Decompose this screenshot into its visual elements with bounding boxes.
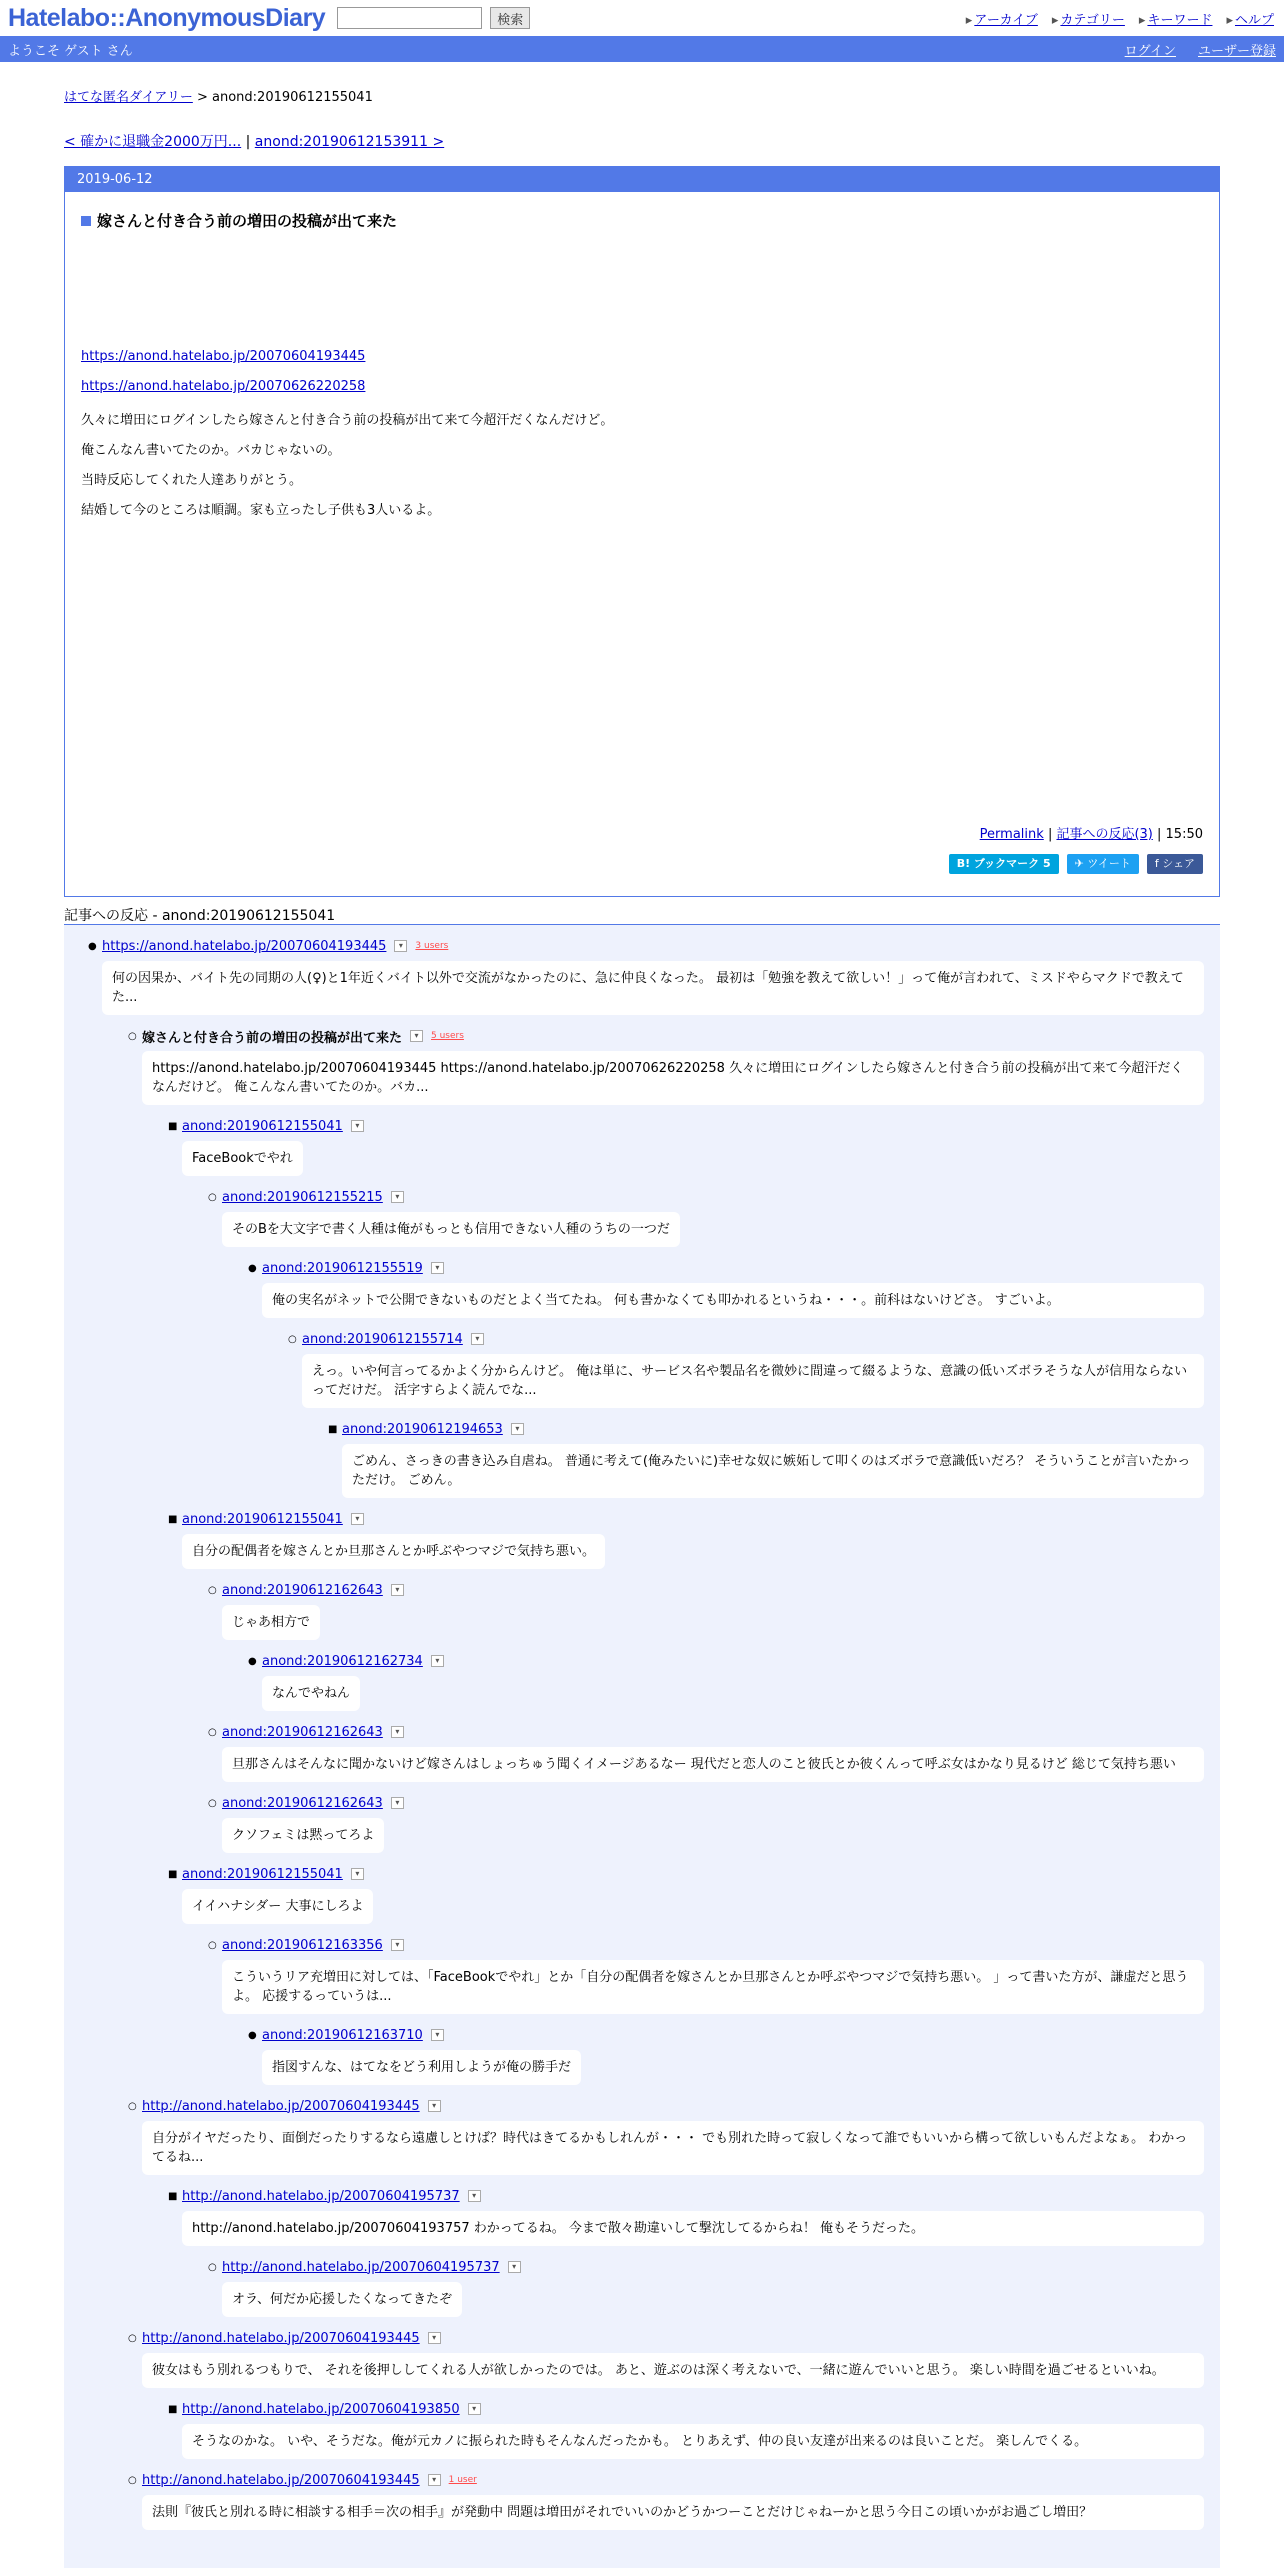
entry-footer (980, 823, 1203, 842)
reaction-header (168, 2185, 1204, 2207)
bookmark-users-count[interactable]: 1 user (448, 2475, 477, 2485)
reaction-header (248, 2024, 1204, 2046)
reaction-title-link[interactable]: http://anond.hatelabo.jp/20070604193445 (142, 2098, 420, 2114)
breadcrumb-current: anond:20190612155041 (212, 90, 373, 105)
reaction-header (168, 1508, 1204, 1530)
reaction-item (128, 2327, 1204, 2388)
bullet-icon: ○ (128, 1030, 137, 1042)
reaction-body: クソフェミは黙ってろよ (222, 1818, 384, 1853)
reaction-body: 何の因果か、バイト先の同期の人(♀)と1年近くバイト以外で交流がなかったのに、急に仲良くなった。 最初は「勉強を教えて欲しい！」って俺が言われて、ミスドやらマクドで教えてた... (102, 961, 1204, 1015)
bullet-icon: ● (248, 1655, 257, 1667)
reaction-header (208, 1579, 1204, 1601)
bullet-icon: ■ (168, 1868, 178, 1880)
bookmark-button[interactable] (949, 854, 1059, 874)
nav-archive-link[interactable]: ▸ アーカイブ (966, 9, 1038, 28)
reaction-header (208, 1934, 1204, 1956)
prev-entry-link[interactable]: < 確かに退職金2000万円... (64, 134, 242, 150)
reaction-header (248, 1257, 1204, 1279)
reaction-item (248, 2024, 1204, 2095)
reaction-title-link[interactable]: http://anond.hatelabo.jp/20070604195737 (182, 2188, 460, 2204)
dropdown-toggle-icon[interactable]: ▾ (391, 1191, 404, 1203)
reaction-title-link[interactable]: anond:20190612155041 (182, 1511, 343, 1527)
bullet-icon: ○ (208, 1584, 217, 1596)
reaction-body: 指図すんな、はてなをどう利用しようが俺の勝手だ (262, 2050, 581, 2085)
account-links (1125, 40, 1276, 59)
dropdown-toggle-icon[interactable]: ▾ (431, 1655, 444, 1667)
twitter-bird-icon: ✈︎ (1074, 857, 1084, 870)
bullet-icon: ○ (128, 2332, 137, 2344)
reaction-item (328, 1418, 1204, 1498)
reaction-header (128, 2095, 1204, 2117)
breadcrumb-separator: > (192, 90, 213, 105)
bullet-icon: ○ (208, 1797, 217, 1809)
reaction-body: なんでやねん (262, 1676, 360, 1711)
footer-separator: | (1157, 827, 1166, 842)
bullet-icon: ■ (168, 1120, 178, 1132)
reactions-link[interactable]: 記事への反応(3) (1056, 827, 1153, 842)
reaction-item (208, 1186, 1204, 1257)
reaction-header (128, 1025, 1204, 1047)
share-label: シェア (1162, 857, 1195, 870)
reaction-body: FaceBookでやれ (182, 1141, 303, 1176)
entry-title-text: 嫁さんと付き合う前の増田の投稿が出て来た (97, 212, 398, 230)
entry-line: 当時反応してくれた人達ありがとう。 (81, 473, 303, 488)
bullet-icon: ● (88, 940, 97, 952)
dropdown-toggle-icon[interactable]: ▾ (391, 1939, 404, 1951)
reaction-item (88, 935, 1204, 1015)
dropdown-toggle-icon[interactable]: ▾ (511, 1423, 524, 1435)
reaction-item (168, 1863, 1204, 1934)
reaction-title-link[interactable]: anond:20190612163356 (222, 1937, 383, 1953)
reaction-item (288, 1328, 1204, 1408)
reaction-title-link[interactable]: http://anond.hatelabo.jp/20070604193445 (142, 2330, 420, 2346)
tweet-button[interactable] (1067, 854, 1139, 874)
tweet-label: ツイート (1087, 857, 1131, 870)
reaction-title-link[interactable]: 嫁さんと付き合う前の増田の投稿が出て来た (142, 1030, 403, 1046)
reaction-header (128, 2469, 1204, 2491)
reaction-header (328, 1418, 1204, 1440)
reactions-tree (64, 925, 1220, 2568)
facebook-icon: f (1154, 857, 1159, 870)
reaction-header (88, 935, 1204, 957)
bookmark-users-count[interactable]: 5 users (431, 1031, 464, 1041)
prev-next-separator: | (241, 134, 255, 150)
prev-next-nav (64, 131, 1220, 151)
reaction-body: じゃあ相方で (222, 1605, 320, 1640)
reaction-header (168, 2398, 1204, 2420)
reaction-body: 法則『彼氏と別れる時に相談する相手＝次の相手』が発動中 問題は増田がそれでいいのかどうかつーことだけじゃねーかと思う今日この頃いかがお過ごし増田？ (142, 2495, 1204, 2530)
reaction-body: そうなのかな。 いや、そうだな。俺が元カノに振られた時もそんなんだったかも。 とりあえず、仲の良い友達が出来るのは良いことだ。 楽しんでくる。 (182, 2424, 1204, 2459)
reaction-item (248, 1650, 1204, 1721)
bullet-icon: ○ (208, 1191, 217, 1203)
dropdown-toggle-icon[interactable]: ▾ (471, 1333, 484, 1345)
reaction-body: こういうリア充増田に対しては、「FaceBookでやれ」とか「自分の配偶者を嫁さんとか旦那さんとか呼ぶやつマジで気持ち悪い。 」って書いた方が、謙虚だと思うよ。 応援するっていうは... (222, 1960, 1204, 2014)
register-link[interactable]: ユーザー登録 (1197, 43, 1276, 59)
reaction-title-link[interactable]: anond:20190612162643 (222, 1582, 383, 1598)
dropdown-toggle-icon[interactable]: ▾ (394, 940, 407, 952)
bullet-icon: ● (248, 2029, 257, 2041)
entry (64, 166, 1220, 897)
reaction-header (208, 1721, 1204, 1743)
reaction-body: 自分の配偶者を嫁さんとか旦那さんとか呼ぶやつマジで気持ち悪い。 (182, 1534, 605, 1569)
login-link[interactable]: ログイン (1124, 43, 1176, 59)
welcome-text: ようこそ ゲスト さん (8, 43, 133, 59)
reaction-header (168, 1115, 1204, 1137)
reaction-body: 旦那さんはそんなに聞かないけど嫁さんはしょっちゅう聞くイメージあるなー 現代だと恋人のこと彼氏とか彼くんって呼ぶ女はかなり見るけど 総じて気持ち悪い (222, 1747, 1204, 1782)
reaction-title-link[interactable]: anond:20190612155714 (302, 1331, 463, 1347)
reaction-item (168, 2185, 1204, 2246)
reaction-body: https://anond.hatelabo.jp/20070604193445 https://anond.hatelabo.jp/20070626220258 久々に増田にログインしたら嫁さんと付き合う前の投稿が出て来て今超汗だくなんだけど。 俺こんなん書いてたのか。バカ... (142, 1051, 1204, 1105)
nav-help-link[interactable]: ▸ ヘルプ (1226, 9, 1274, 28)
entry-line: 結婚して今のところは順調。家も立ったし子供も3人いるよ。 (81, 503, 441, 518)
reaction-item (208, 1792, 1204, 1863)
reaction-title-link[interactable]: http://anond.hatelabo.jp/20070604193850 (182, 2401, 460, 2417)
entry-time: 15:50 (1165, 827, 1203, 842)
bullet-icon: ● (248, 1262, 257, 1274)
bullet-icon: ○ (288, 1333, 297, 1345)
permalink-link[interactable]: Permalink (979, 827, 1044, 842)
reaction-header (208, 1792, 1204, 1814)
reaction-title-link[interactable]: http://anond.hatelabo.jp/20070604195737 (222, 2259, 500, 2275)
reaction-item (208, 1721, 1204, 1782)
dropdown-toggle-icon[interactable]: ▾ (431, 1262, 444, 1274)
welcome-bar (0, 36, 1284, 62)
reaction-item (208, 2256, 1204, 2327)
dropdown-toggle-icon[interactable]: ▾ (410, 1030, 423, 1042)
dropdown-toggle-icon[interactable]: ▾ (431, 2029, 444, 2041)
entry-link[interactable]: https://anond.hatelabo.jp/20070604193445 (81, 349, 366, 364)
search-input[interactable] (337, 7, 482, 29)
dropdown-toggle-icon[interactable]: ▾ (468, 2190, 481, 2202)
reaction-title-link[interactable]: anond:20190612155041 (182, 1118, 343, 1134)
reaction-body: http://anond.hatelabo.jp/20070604193757 わかってるね。 今まで散々勘違いして撃沈してるからね！ 俺もそうだった。 (182, 2211, 1204, 2246)
logo[interactable]: Hatelabo::AnonymousDiary (8, 3, 326, 32)
reaction-body: そのBを大文字で書く人種は俺がもっとも信用できない人種のうちの一つだ (222, 1212, 680, 1247)
nav-keyword-link[interactable]: ▸ キーワード (1139, 9, 1213, 28)
reaction-header (248, 1650, 1204, 1672)
reaction-title-link[interactable]: anond:20190612163710 (262, 2027, 423, 2043)
reaction-item (208, 1579, 1204, 1650)
reaction-title-link[interactable]: https://anond.hatelabo.jp/20070604193445 (102, 938, 387, 954)
reaction-item (248, 1257, 1204, 1318)
reaction-item (168, 2398, 1204, 2459)
dropdown-toggle-icon[interactable]: ▾ (391, 1584, 404, 1596)
reaction-title-link[interactable]: anond:20190612162643 (222, 1724, 383, 1740)
share-buttons (949, 854, 1203, 874)
reaction-title-link[interactable]: anond:20190612162734 (262, 1653, 423, 1669)
bookmark-users-count[interactable]: 3 users (415, 941, 449, 951)
entry-date: 2019-06-12 (65, 167, 1219, 192)
reaction-body: ごめん、さっきの書き込み自虐ね。 普通に考えて(俺みたいに)幸せな奴に嫉妬して叩くのはズボラで意識低いだろ？ そういうことが言いたかっただけ。 ごめん。 (342, 1444, 1204, 1498)
reactions-heading: 記事への反応 - anond:20190612155041 (64, 905, 1220, 925)
reaction-item (128, 1025, 1204, 1105)
reaction-item (208, 1934, 1204, 2014)
reaction-header (288, 1328, 1204, 1350)
bullet-icon: ■ (328, 1423, 338, 1435)
bullet-icon: ■ (168, 2190, 178, 2202)
reaction-title-link[interactable]: anond:20190612194653 (342, 1421, 503, 1437)
bullet-icon: ■ (168, 2403, 178, 2415)
bullet-icon: ○ (208, 1726, 217, 1738)
facebook-share-button[interactable] (1147, 854, 1203, 874)
dropdown-toggle-icon[interactable]: ▾ (351, 1120, 364, 1132)
breadcrumb-home-link[interactable]: はてな匿名ダイアリー (64, 90, 193, 105)
bullet-icon: ○ (208, 1939, 217, 1951)
reaction-body: オラ、何だか応援したくなってきたぞ (222, 2282, 462, 2317)
reaction-item (168, 1508, 1204, 1579)
dropdown-toggle-icon[interactable]: ▾ (351, 1868, 364, 1880)
dropdown-toggle-icon[interactable]: ▾ (428, 2332, 441, 2344)
reaction-title-link[interactable]: anond:20190612155519 (262, 1260, 423, 1276)
bookmark-count: 5 (1043, 857, 1051, 870)
reaction-title-link[interactable]: anond:20190612162643 (222, 1795, 383, 1811)
nav-category-link[interactable]: ▸ カテゴリー (1052, 9, 1125, 28)
reaction-title-link[interactable]: anond:20190612155215 (222, 1189, 383, 1205)
main-content (64, 86, 1220, 2568)
dropdown-toggle-icon[interactable]: ▾ (428, 2100, 441, 2112)
breadcrumb (64, 86, 1220, 105)
bullet-icon: ■ (168, 1513, 178, 1525)
entry-link[interactable]: https://anond.hatelabo.jp/20070626220258 (81, 379, 366, 394)
reaction-body: 俺の実名がネットで公開できないものだとよく当てたね。 何も書かなくても叩かれるというね・・・。前科はないけどさ。 すごいよ。 (262, 1283, 1204, 1318)
entry-title (81, 210, 1219, 231)
reaction-item (128, 2469, 1204, 2530)
dropdown-toggle-icon[interactable]: ▾ (391, 1726, 404, 1738)
reaction-header (208, 1186, 1204, 1208)
header (0, 0, 1284, 36)
bookmark-label: B! ブックマーク (956, 857, 1040, 870)
dropdown-toggle-icon[interactable]: ▾ (468, 2403, 481, 2415)
reaction-item (128, 2095, 1204, 2175)
bullet-icon: ○ (208, 2261, 217, 2273)
reaction-header (168, 1863, 1204, 1885)
reaction-header (128, 2327, 1204, 2349)
bullet-icon: ○ (128, 2474, 137, 2486)
reaction-header (208, 2256, 1204, 2278)
header-nav (966, 9, 1274, 28)
entry-line: 俺こんなん書いてたのか。バカじゃないの。 (81, 443, 341, 458)
reaction-body: 彼女はもう別れるつもりで、 それを後押ししてくれる人が欲しかったのでは。 あと、遊ぶのは深く考えないで、一緒に遊んでいいと思う。 楽しい時間を過ごせるといいね。 (142, 2353, 1204, 2388)
bullet-icon: ○ (128, 2100, 137, 2112)
dropdown-toggle-icon[interactable]: ▾ (428, 2474, 441, 2486)
reaction-title-link[interactable]: anond:20190612155041 (182, 1866, 343, 1882)
entry-body (81, 349, 1219, 529)
next-entry-link[interactable]: anond:20190612153911 > (254, 134, 445, 150)
reaction-title-link[interactable]: http://anond.hatelabo.jp/20070604193445 (142, 2472, 420, 2488)
square-bullet-icon (81, 216, 91, 226)
dropdown-toggle-icon[interactable]: ▾ (508, 2261, 521, 2273)
entry-line: 久々に増田にログインしたら嫁さんと付き合う前の投稿が出て来て今超汗だくなんだけど。 (81, 413, 614, 428)
search-button[interactable]: 検索 (490, 7, 530, 29)
dropdown-toggle-icon[interactable]: ▾ (351, 1513, 364, 1525)
reaction-body: イイハナシダー 大事にしろよ (182, 1889, 373, 1924)
reaction-body: えっ。いや何言ってるかよく分からんけど。 俺は単に、サービス名や製品名を微妙に間違って綴るような、意識の低いズボラそうな人が信用ならないってだけだ。 活字すらよく読んでな... (302, 1354, 1204, 1408)
dropdown-toggle-icon[interactable]: ▾ (391, 1797, 404, 1809)
footer-separator: | (1047, 827, 1057, 842)
reaction-body: 自分がイヤだったり、面倒だったりするなら遠慮しとけば？時代はきてるかもしれんが・・・ でも別れた時って寂しくなって誰でもいいから構って欲しいもんだよなぁ。 わかってるね... (142, 2121, 1204, 2175)
reaction-item (168, 1115, 1204, 1186)
